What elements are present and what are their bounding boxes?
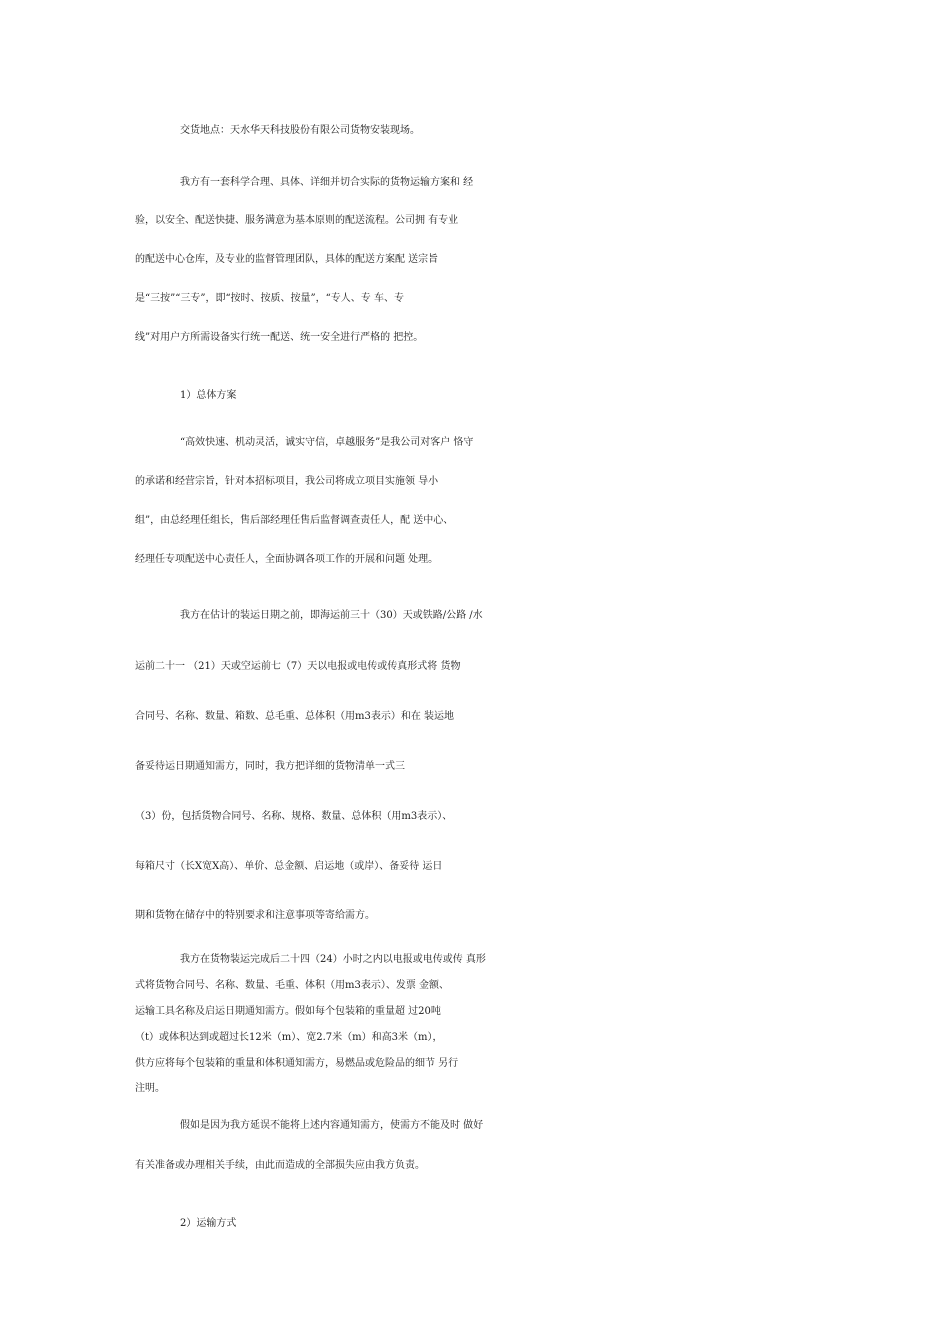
section-heading: 2）运输方式 (180, 1218, 237, 1229)
text-line: 是“三按”“三专”，即“按时、按质、按量”，“专人、专 车、专 (135, 293, 404, 304)
text-line: 期和货物在储存中的特别要求和注意事项等寄给需方。 (135, 910, 375, 921)
text-line: 有关准备或办理相关手续，由此而造成的全部损失应由我方负责。 (135, 1160, 425, 1171)
section-heading: 1）总体方案 (180, 390, 237, 401)
text-line: 组”，由总经理任组长，售后部经理任售后监督调查责任人，配 送中心、 (135, 515, 454, 526)
text-line: 式将货物合同号、名称、数量、毛重、体积（用m3表示）、发票 金额、 (135, 980, 450, 991)
text-line: 经理任专项配送中心责任人，全面协调各项工作的开展和问题 处理。 (135, 554, 439, 565)
text-line: （3）份，包括货物合同号、名称、规格、数量、总体积（用m3表示）、 (135, 811, 453, 822)
text-line: 备妥待运日期通知需方，同时，我方把详细的货物清单一式三 (135, 761, 405, 772)
text-line: 的承诺和经营宗旨，针对本招标项目，我公司将成立项目实施领 导小 (135, 476, 439, 487)
text-line: 交货地点：天水华天科技股份有限公司货物安装现场。 (180, 125, 420, 136)
text-line: 合同号、名称、数量、箱数、总毛重、总体积（用m3表示）和在 装运地 (135, 711, 455, 722)
text-line: 的配送中心仓库，及专业的监督管理团队，具体的配送方案配 送宗旨 (135, 254, 439, 265)
text-line: 每箱尺寸（长X宽X高）、单价、总金额、启运地（或岸）、备妥待 运日 (135, 861, 443, 872)
text-line: 线”对用户方所需设备实行统一配送、统一安全进行严格的 把控。 (135, 332, 424, 343)
text-line: 运前二十一 （21）天或空运前七（7）天以电报或电传或传真形式将 货物 (135, 661, 461, 672)
text-line: 供方应将每个包装箱的重量和体积通知需方，易燃品或危险品的细节 另行 (135, 1058, 459, 1069)
text-line: 我方在货物装运完成后二十四（24）小时之内以电报或电传或传 真形 (180, 954, 486, 965)
text-line: 我方在估计的装运日期之前，即海运前三十（30）天或铁路/公路 /水 (180, 610, 483, 621)
text-line: （t）或体积达到或超过长12米（m）、宽2.7米（m）和高3米（m）， (135, 1032, 443, 1043)
text-line: 验，以安全、配送快捷、服务满意为基本原则的配送流程。公司拥 有专业 (135, 215, 459, 226)
text-line: 运输工具名称及启运日期通知需方。假如每个包装箱的重量超 过20吨 (135, 1006, 441, 1017)
text-line: 我方有一套科学合理、具体、详细并切合实际的货物运输方案和 经 (180, 177, 474, 188)
text-line: 注明。 (135, 1083, 165, 1094)
text-line: “高效快速、机动灵活，诚实守信，卓越服务”是我公司对客户 恪守 (180, 437, 474, 448)
text-line: 假如是因为我方延误不能将上述内容通知需方，使需方不能及时 做好 (180, 1120, 484, 1131)
